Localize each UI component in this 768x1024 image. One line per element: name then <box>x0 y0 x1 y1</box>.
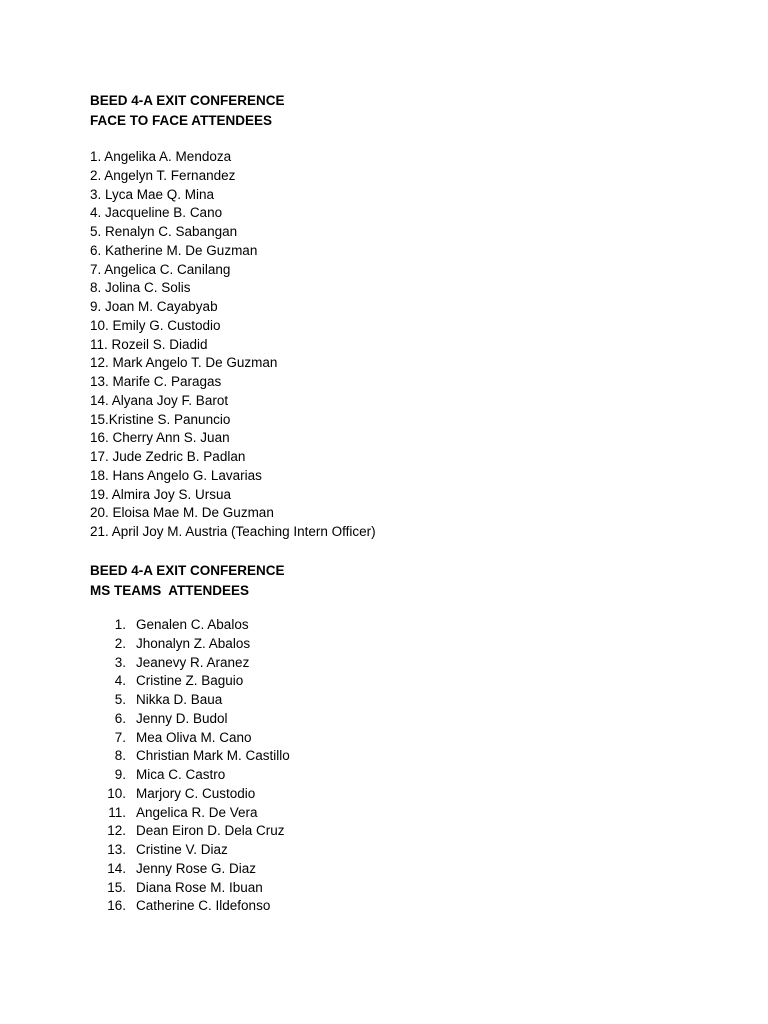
list-item-number: 4. <box>114 673 126 689</box>
list-item-number: 9. <box>114 767 126 782</box>
list-item: 12. Mark Angelo T. De Guzman <box>90 355 278 371</box>
list-item: 2. Angelyn T. Fernandez <box>90 167 236 183</box>
list-item-name: Dean Eiron D. Dela Cruz <box>136 823 285 839</box>
list-item: 11. Rozeil S. Diadid <box>90 336 208 352</box>
section-subtitle: FACE TO FACE ATTENDEES <box>90 112 273 128</box>
list-item-name: Jeanevy R. Aranez <box>136 654 250 670</box>
face-to-face-heading <box>90 91 285 130</box>
list-item-number: 16. <box>107 898 126 914</box>
list-item-name: Genalen C. Abalos <box>136 617 249 632</box>
list-item: 7. Angelica C. Canilang <box>90 261 231 277</box>
list-item: 16. Cherry Ann S. Juan <box>90 430 230 446</box>
list-item <box>106 635 290 654</box>
list-item-number: 11. <box>108 804 126 820</box>
list-item-name: Jenny Rose G. Diaz <box>136 860 257 876</box>
list-item: 1. Angelika A. Mendoza <box>90 149 232 164</box>
list-item <box>106 879 290 898</box>
list-item-name: Marjory C. Custodio <box>136 785 256 801</box>
list-item: 13. Marife C. Paragas <box>90 374 222 389</box>
list-item-number: 14. <box>107 860 126 876</box>
list-item-name: Mica C. Castro <box>136 767 226 782</box>
list-item-number: 12. <box>107 823 126 839</box>
list-item <box>106 785 290 804</box>
list-item: 17. Jude Zedric B. Padlan <box>90 449 246 464</box>
list-item-name: Cristine V. Diaz <box>136 842 228 857</box>
list-item: 3. Lyca Mae Q. Mina <box>90 186 215 202</box>
list-item-number: 7. <box>114 729 126 745</box>
list-item <box>106 654 290 673</box>
list-item <box>106 897 290 916</box>
list-item <box>106 691 290 710</box>
face-to-face-attendee-list <box>90 148 376 542</box>
list-item-number: 8. <box>114 748 126 764</box>
list-item: 4. Jacqueline B. Cano <box>90 205 223 221</box>
list-item: 9. Joan M. Cayabyab <box>90 299 218 314</box>
list-item-number: 2. <box>114 635 126 651</box>
list-item <box>106 747 290 766</box>
list-item-number: 15. <box>107 879 126 895</box>
list-item-name: Jhonalyn Z. Abalos <box>136 635 251 651</box>
list-item <box>106 822 290 841</box>
list-item <box>106 616 290 635</box>
list-item: 6. Katherine M. De Guzman <box>90 242 258 258</box>
list-item-name: Catherine C. Ildefonso <box>136 898 271 914</box>
list-item <box>106 766 290 785</box>
list-item <box>106 804 290 823</box>
list-item-name: Nikka D. Baua <box>136 692 223 707</box>
list-item <box>106 729 290 748</box>
list-item: 20. Eloisa Mae M. De Guzman <box>90 505 274 521</box>
list-item-name: Jenny D. Budol <box>136 710 228 726</box>
list-item: 18. Hans Angelo G. Lavarias <box>90 467 262 483</box>
ms-teams-attendee-list <box>106 616 290 916</box>
list-item-name: Diana Rose M. Ibuan <box>136 879 263 895</box>
ms-teams-heading <box>90 561 285 600</box>
list-item-name: Angelica R. De Vera <box>136 804 258 820</box>
list-item: 14. Alyana Joy F. Barot <box>90 392 229 408</box>
list-item-name: Christian Mark M. Castillo <box>136 748 290 764</box>
list-item: 21. April Joy M. Austria (Teaching Intern Officer) <box>90 524 376 539</box>
section-subtitle: MS TEAMS ATTENDEES <box>90 582 250 598</box>
list-item-number: 10. <box>107 785 126 801</box>
list-item: 19. Almira Joy S. Ursua <box>90 486 232 502</box>
list-item-number: 3. <box>114 654 126 670</box>
list-item <box>106 710 290 729</box>
list-item: 10. Emily G. Custodio <box>90 317 221 333</box>
list-item: 15.Kristine S. Panuncio <box>90 411 231 427</box>
list-item: 5. Renalyn C. Sabangan <box>90 224 238 239</box>
list-item: 8. Jolina C. Solis <box>90 280 191 296</box>
list-item-number: 13. <box>107 842 126 857</box>
list-item-number: 5. <box>114 692 126 707</box>
list-item <box>106 860 290 879</box>
section-title: BEED 4-A EXIT CONFERENCE <box>90 563 285 578</box>
list-item <box>106 841 290 860</box>
list-item-name: Mea Oliva M. Cano <box>136 729 252 745</box>
list-item-name: Cristine Z. Baguio <box>136 673 244 689</box>
list-item-number: 6. <box>114 710 126 726</box>
list-item-number: 1. <box>114 617 126 632</box>
list-item <box>106 672 290 691</box>
section-title: BEED 4-A EXIT CONFERENCE <box>90 93 285 108</box>
